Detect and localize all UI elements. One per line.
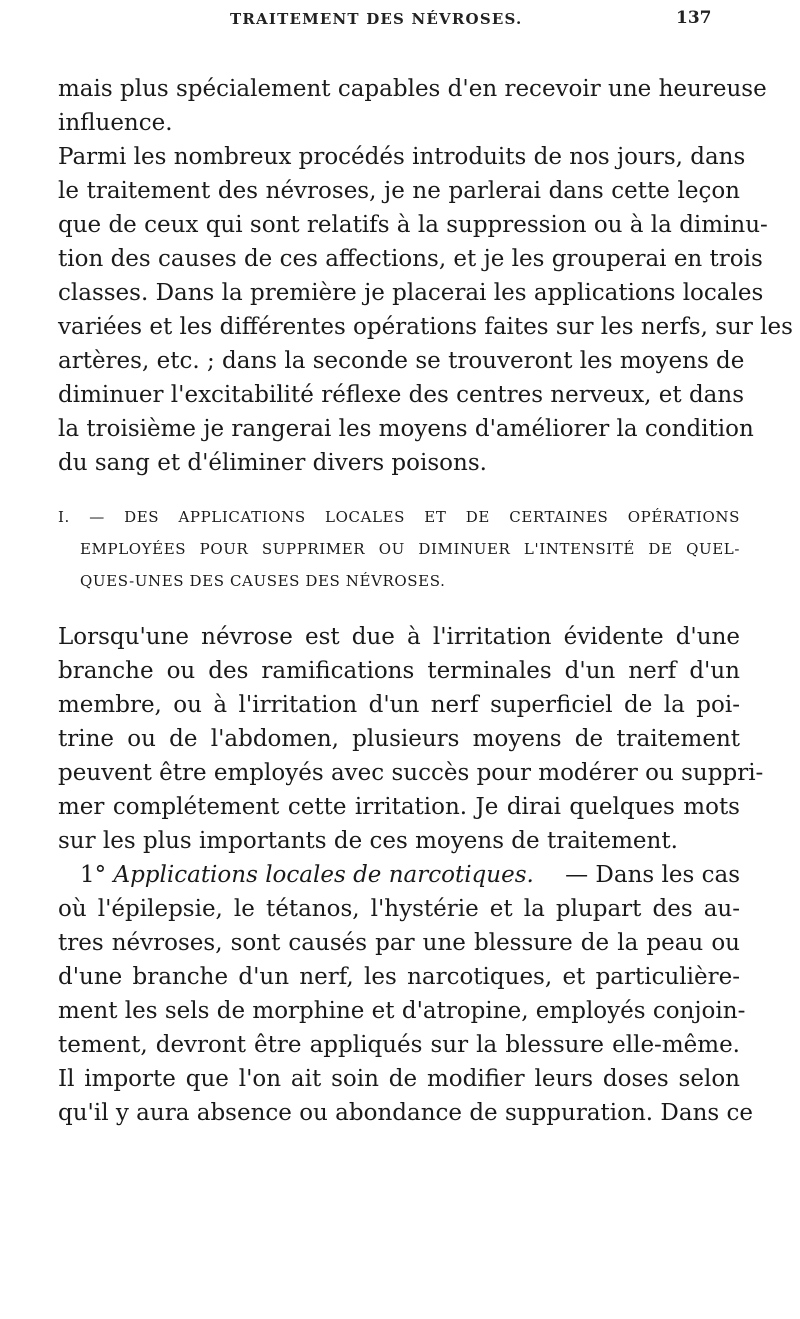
text-line: Parmi les nombreux procédés introduits de nos jours, dans xyxy=(58,144,746,170)
text-line: que de ceux qui sont relatifs à la suppression ou à la diminu- xyxy=(58,212,768,238)
text-line: du sang et d'éliminer divers poisons. xyxy=(58,450,487,476)
page-number: 137 xyxy=(676,8,712,28)
text-line: où l'épilepsie, le tétanos, l'hystérie et la plupart des au- xyxy=(58,896,740,922)
text-line: tion des causes de ces affections, et je les grouperai en trois xyxy=(58,246,763,272)
text-line: variées et les différentes opérations faites sur les nerfs, sur les xyxy=(58,314,793,340)
section-heading-line: EMPLOYÉES POUR SUPPRIMER OU DIMINUER L'INTENSITÉ DE QUEL- xyxy=(80,540,740,558)
text-line: membre, ou à l'irritation d'un nerf superficiel de la poi- xyxy=(58,692,740,718)
text-line: diminuer l'excitabilité réflexe des centres nerveux, et dans xyxy=(58,382,745,408)
text-line: Il importe que l'on ait soin de modifier leurs doses selon xyxy=(58,1066,740,1092)
subsection-number: 1° xyxy=(80,862,107,888)
text-line: la troisième je rangerai les moyens d'améliorer la condition xyxy=(58,416,754,442)
text-line: qu'il y aura absence ou abondance de suppuration. Dans ce xyxy=(58,1100,753,1126)
text-line: peuvent être employés avec succès pour modérer ou suppri- xyxy=(58,760,764,786)
running-title: TRAITEMENT DES NÉVROSES. xyxy=(230,10,523,28)
text-line: Lorsqu'une névrose est due à l'irritation évidente d'une xyxy=(58,624,740,650)
subsection-line xyxy=(80,864,740,887)
text-line: tement, devront être appliqués sur la blessure elle-même. xyxy=(58,1032,740,1058)
text-line: mer complétement cette irritation. Je dirai quelques mots xyxy=(58,794,740,820)
text-line: tres névroses, sont causés par une blessure de la peau ou xyxy=(58,930,740,956)
text-line: artères, etc. ; dans la seconde se trouveront les moyens de xyxy=(58,348,745,374)
text-line: classes. Dans la première je placerai les applications locales xyxy=(58,280,764,306)
section-heading-line: I. — DES APPLICATIONS LOCALES ET DE CERTAINES OPÉRATIONS xyxy=(58,508,740,526)
text-line: ment les sels de morphine et d'atropine, employés conjoin- xyxy=(58,998,746,1024)
text-line: branche ou des ramifications terminales d'un nerf d'un xyxy=(58,658,740,684)
text-line: sur les plus importants de ces moyens de traitement. xyxy=(58,828,678,854)
text-line: d'une branche d'un nerf, les narcotiques, et particulière- xyxy=(58,964,740,990)
text-fragment: — Dans les cas xyxy=(565,862,740,888)
text-line: mais plus spécialement capables d'en recevoir une heureuse xyxy=(58,76,767,102)
text-line: trine ou de l'abdomen, plusieurs moyens de traitement xyxy=(58,726,740,752)
subsection-subtitle: Applications locales de narcotiques. xyxy=(113,862,534,888)
section-heading-line: QUES-UNES DES CAUSES DES NÉVROSES. xyxy=(80,572,446,590)
text-line: influence. xyxy=(58,110,173,136)
subsection-title xyxy=(80,864,534,887)
text-line: le traitement des névroses, je ne parlerai dans cette leçon xyxy=(58,178,740,204)
